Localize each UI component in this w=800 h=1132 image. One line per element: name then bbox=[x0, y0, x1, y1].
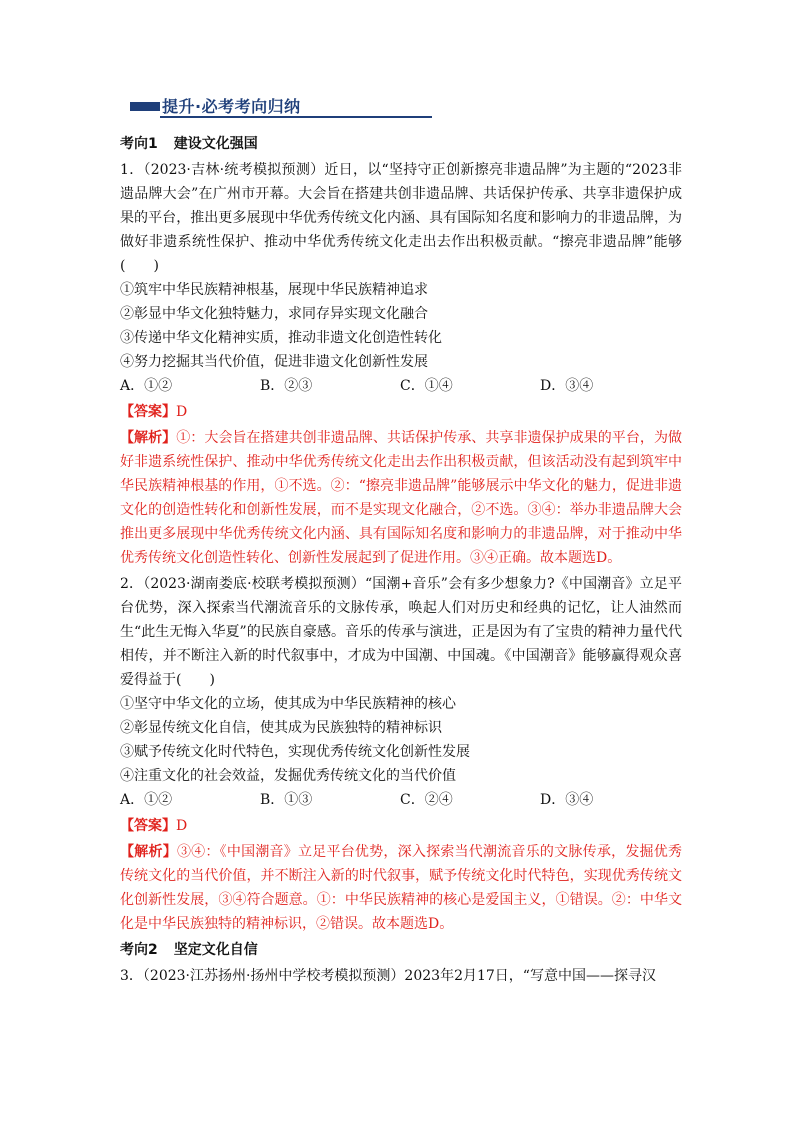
question-3-stem: 3．（2023·江苏扬州·扬州中学校考模拟预测）2023年2月17日，“写意中国——探寻汉 bbox=[120, 968, 656, 984]
question-1-option: ①筑牢中华民族精神根基，展现中华民族精神追求 bbox=[120, 282, 428, 298]
section-heading-1 bbox=[120, 132, 682, 156]
question-1-option: ④努力挖掘其当代价值，促进非遗文化创新性发展 bbox=[120, 354, 428, 370]
section-banner bbox=[120, 94, 682, 120]
banner-underline bbox=[160, 116, 432, 118]
section-title: 坚定文化自信 bbox=[173, 942, 258, 958]
section-title: 建设文化强国 bbox=[173, 136, 258, 152]
question-2-option: ②彰显传统文化自信，使其成为民族独特的精神标识 bbox=[120, 720, 442, 736]
answer-value: D bbox=[176, 404, 188, 420]
question-1-choices bbox=[120, 374, 682, 398]
choice-d: D．③④ bbox=[540, 378, 594, 394]
question-2-option: ④注重文化的社会效益，发掘优秀传统文化的当代价值 bbox=[120, 768, 456, 784]
banner-bar bbox=[130, 102, 160, 111]
question-1-stem: 1．（2023·吉林·统考模拟预测）近日，以“坚持守正创新擦亮非遗品牌”为主题的“2023非遗品牌大会”在广州市开幕。大会旨在搭建共创非遗品牌、共话保护传承、共享非遗保护成果的平台，推出更多展现中华优秀传统文化内涵、具有国际知名度和影响力的非遗品牌，为做好非遗系统性保护、推动中华优秀传统文化走出去作出积极贡献。“擦亮非遗品牌”能够( ) bbox=[120, 162, 682, 274]
question-2-answer bbox=[120, 814, 682, 838]
question-1-option: ②彰显中华文化独特魅力，求同存异实现文化融合 bbox=[120, 306, 428, 322]
explain-text: ③④：《中国潮音》立足平台优势，深入探索当代潮流音乐的文脉传承，发掘优秀传统文化的当代价值，并不断注入新的时代叙事，赋予传统文化时代特色，实现优秀传统文化创新性发展，③④符合题意。①：中华民族精神的核心是爱国主义，①错误。②：中华文化是中华民族独特的精神标识，②错误。故本题选D。 bbox=[120, 844, 683, 932]
explain-tag: 【解析】 bbox=[120, 844, 177, 860]
answer-tag: 【答案】 bbox=[120, 404, 176, 420]
content bbox=[120, 94, 682, 988]
answer-tag: 【答案】 bbox=[120, 818, 176, 834]
question-2-explanation bbox=[120, 840, 682, 936]
section-number: 考向2 bbox=[120, 942, 158, 958]
explain-text: ①：大会旨在搭建共创非遗品牌、共话保护传承、共享非遗保护成果的平台，为做好非遗系统性保护、推动中华优秀传统文化走出去作出积极贡献，但该活动没有起到筑牢中华民族精神根基的作用，①不选。②：“擦亮非遗品牌”能够展示中华文化的魅力，促进非遗文化的创造性转化和创新性发展，而不是实现文化融合，②不选。③④：举办非遗品牌大会推出更多展现中华优秀传统文化内涵、具有国际知名度和影响力的非遗品牌，对于推动中华优秀传统文化创造性转化、创新性发展起到了促进作用。③④正确。故本题选D。 bbox=[120, 430, 683, 566]
choice-d: D．③④ bbox=[540, 792, 594, 808]
choice-a: A．①② bbox=[120, 378, 173, 394]
question-2-option: ①坚守中华文化的立场，使其成为中华民族精神的核心 bbox=[120, 696, 456, 712]
banner-title: 提升·必考考向归纳 bbox=[162, 97, 301, 116]
section-number: 考向1 bbox=[120, 136, 158, 152]
choice-a: A．①② bbox=[120, 792, 173, 808]
choice-c: C．②④ bbox=[400, 792, 453, 808]
question-2-stem: 2．（2023·湖南娄底·校联考模拟预测）“国潮+音乐”会有多少想象力?《中国潮音》立足平台优势，深入探索当代潮流音乐的文脉传承，唤起人们对历史和经典的记忆，让人油然而生“此生无悔入华夏”的民族自豪感。音乐的传承与演进，正是因为有了宝贵的精神力量代代相传，并不断注入新的时代叙事中，才成为中国潮、中国魂。《中国潮音》能够赢得观众喜爱得益于( ) bbox=[120, 576, 682, 688]
choice-c: C．①④ bbox=[400, 378, 453, 394]
question-1-option: ③传递中华文化精神实质，推动非遗文化创造性转化 bbox=[120, 330, 442, 346]
answer-value: D bbox=[176, 818, 188, 834]
choice-b: B．②③ bbox=[260, 378, 313, 394]
question-1-explanation bbox=[120, 426, 682, 570]
explain-tag: 【解析】 bbox=[120, 430, 177, 446]
choice-b: B．①③ bbox=[260, 792, 313, 808]
question-2-option: ③赋予传统文化时代特色，实现优秀传统文化创新性发展 bbox=[120, 744, 470, 760]
question-2-choices bbox=[120, 788, 682, 812]
question-1-answer bbox=[120, 400, 682, 424]
section-heading-2 bbox=[120, 938, 682, 962]
